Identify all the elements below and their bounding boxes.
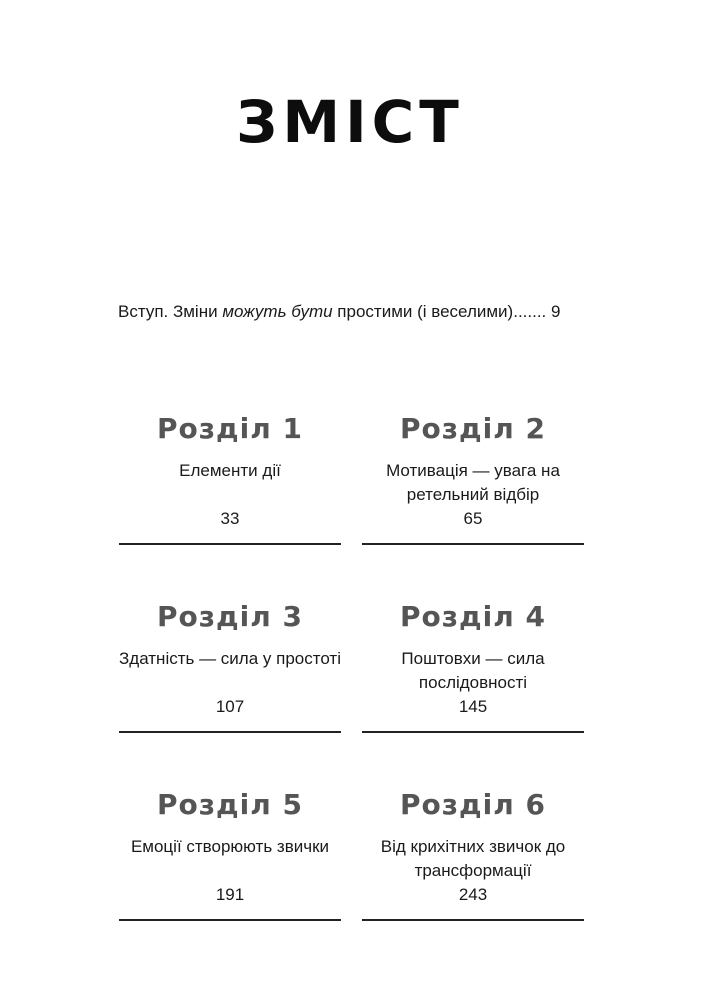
chapter-6-entry bbox=[362, 785, 584, 921]
chapter-2-entry bbox=[362, 409, 584, 545]
chapter-divider bbox=[362, 919, 584, 921]
chapter-divider bbox=[119, 731, 341, 733]
intro-text-start: Вступ. Зміни bbox=[118, 302, 223, 321]
intro-leader-dots: ....... bbox=[513, 302, 547, 321]
chapter-heading: Розділ 1 bbox=[157, 412, 303, 445]
chapter-divider bbox=[362, 731, 584, 733]
chapter-4-entry bbox=[362, 597, 584, 733]
chapter-divider bbox=[119, 919, 341, 921]
chapter-heading: Розділ 2 bbox=[400, 412, 546, 445]
chapter-subtitle: Мотивація — увага на ретельний відбір bbox=[386, 461, 560, 504]
chapter-subtitle: Поштовхи — сила послідовності bbox=[401, 649, 545, 692]
chapter-page-number: 107 bbox=[215, 697, 245, 716]
chapter-subtitle: Елементи дії bbox=[179, 461, 281, 480]
chapter-heading: Розділ 6 bbox=[400, 788, 546, 821]
chapter-page-number: 243 bbox=[458, 885, 488, 904]
chapter-heading: Розділ 4 bbox=[400, 600, 546, 633]
intro-entry bbox=[118, 302, 560, 322]
page-title: ЗМІСТ bbox=[236, 88, 464, 156]
chapter-subtitle: Здатність — сила у простоті bbox=[119, 649, 341, 668]
chapter-divider bbox=[119, 543, 341, 545]
chapter-page-number: 33 bbox=[220, 509, 240, 528]
chapter-page-number: 65 bbox=[463, 509, 483, 528]
chapter-page-number: 145 bbox=[458, 697, 488, 716]
intro-text-italic: можуть бути bbox=[222, 302, 333, 321]
chapter-subtitle: Емоції створюють звички bbox=[130, 837, 330, 856]
chapter-divider bbox=[362, 543, 584, 545]
chapter-heading: Розділ 3 bbox=[157, 600, 303, 633]
chapter-heading: Розділ 5 bbox=[157, 788, 303, 821]
intro-text-end: простими (і веселими) bbox=[332, 302, 514, 321]
chapter-1-entry bbox=[119, 409, 341, 545]
intro-page-number: 9 bbox=[551, 302, 561, 321]
chapter-3-entry bbox=[119, 597, 341, 733]
chapter-page-number: 191 bbox=[215, 885, 245, 904]
chapter-subtitle: Від крихітних звичок до трансформації bbox=[380, 837, 566, 880]
chapter-5-entry bbox=[119, 785, 341, 921]
